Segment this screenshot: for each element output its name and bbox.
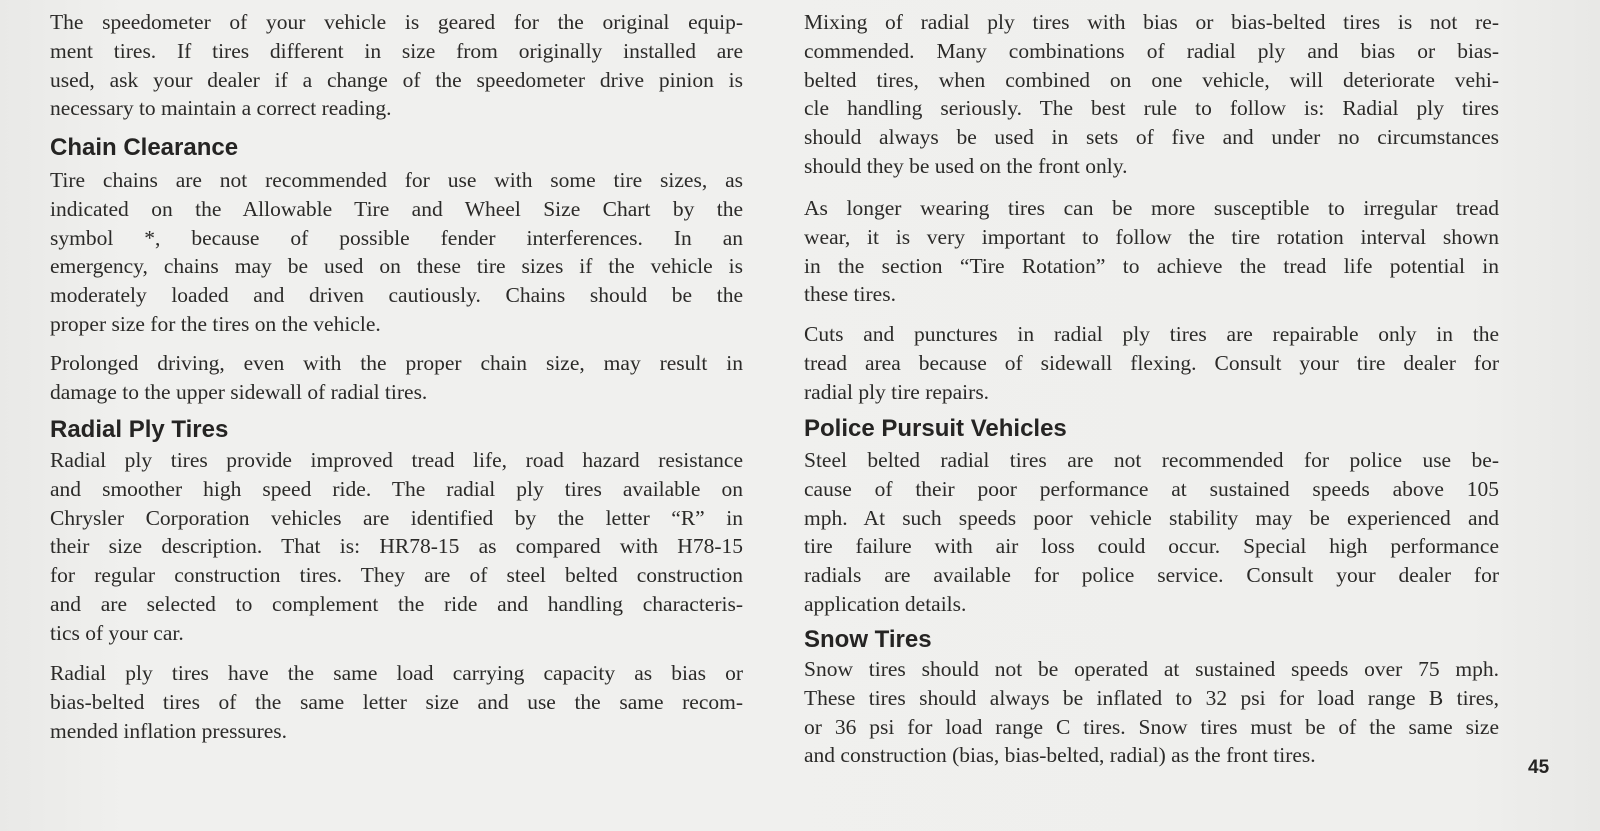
text-line: belted tires, when combined on one vehicle, will deteriorate vehi- <box>804 67 1499 92</box>
paragraph <box>50 8 743 123</box>
text-line: and smoother high speed ride. The radial ply tires available on <box>50 476 743 501</box>
text-line: bias-belted tires of the same letter size and use the same recom- <box>50 689 743 714</box>
text-line: wear, it is very important to follow the tire rotation interval shown <box>804 224 1499 249</box>
section-heading: Radial Ply Tires <box>50 416 229 443</box>
text-line: tire failure with air loss could occur. Special high performance <box>804 534 1499 559</box>
text-line: radials are available for police service. Consult your dealer for <box>804 563 1499 588</box>
text-line: in the section “Tire Rotation” to achieve the tread life potential in <box>804 253 1499 278</box>
text-line: these tires. <box>804 282 896 307</box>
text-line: emergency, chains may be used on these tire sizes if the vehicle is <box>50 254 743 279</box>
paragraph <box>50 166 743 339</box>
text-line: Tire chains are not recommended for use with some tire sizes, as <box>50 168 743 192</box>
text-line: Radial ply tires provide improved tread life, road hazard resistance <box>50 448 743 472</box>
text-line: and are selected to complement the ride and handling characteris- <box>50 591 743 616</box>
text-line: commended. Many combinations of radial ply and bias or bias- <box>804 38 1499 63</box>
text-line: tread area because of sidewall flexing. Consult your tire dealer for <box>804 350 1499 375</box>
text-line: radial ply tire repairs. <box>804 379 990 404</box>
text-line: should they be used on the front only. <box>804 153 1128 178</box>
text-line: mended inflation pressures. <box>50 718 288 743</box>
text-line: These tires should always be inflated to 32 psi for load range B tires, <box>804 685 1499 710</box>
paragraph <box>50 349 743 407</box>
section-heading: Chain Clearance <box>50 134 239 161</box>
text-line: cause of their poor performance at sustained speeds above 105 <box>804 476 1499 501</box>
text-line: necessary to maintain a correct reading. <box>50 96 392 121</box>
paragraph <box>50 446 743 648</box>
paragraph <box>804 655 1499 770</box>
text-line: ment tires. If tires different in size from originally installed are <box>50 38 743 63</box>
text-line: Prolonged driving, even with the proper chain size, may result in <box>50 351 743 375</box>
paragraph <box>50 659 743 745</box>
paragraph <box>804 320 1499 406</box>
text-line: Steel belted radial tires are not recommended for police use be- <box>804 448 1499 472</box>
text-line: used, ask your dealer if a change of the speedometer drive pinion is <box>50 67 743 92</box>
text-line: symbol *, because of possible fender interferences. In an <box>50 225 743 250</box>
text-line: damage to the upper sidewall of radial tires. <box>50 379 428 404</box>
text-line: for regular construction tires. They are of steel belted construction <box>50 563 743 588</box>
section-heading: Police Pursuit Vehicles <box>804 415 1067 442</box>
text-line: and construction (bias, bias-belted, radial) as the front tires. <box>804 743 1316 768</box>
text-line: Cuts and punctures in radial ply tires are repairable only in the <box>804 322 1499 346</box>
text-line: proper size for the tires on the vehicle. <box>50 311 381 336</box>
text-line: their size description. That is: HR78-15 as compared with H78-15 <box>50 534 743 559</box>
text-line: As longer wearing tires can be more susceptible to irregular tread <box>804 196 1499 220</box>
text-line: Mixing of radial ply tires with bias or bias-belted tires is not re- <box>804 10 1499 34</box>
text-line: Radial ply tires have the same load carrying capacity as bias or <box>50 661 743 685</box>
section-heading: Snow Tires <box>804 626 932 653</box>
text-line: mph. At such speeds poor vehicle stability may be experienced and <box>804 505 1499 530</box>
text-line: cle handling seriously. The best rule to follow is: Radial ply tires <box>804 96 1499 121</box>
paragraph <box>804 446 1499 619</box>
text-line: or 36 psi for load range C tires. Snow tires must be of the same size <box>804 714 1499 739</box>
text-line: application details. <box>804 591 967 616</box>
text-line: moderately loaded and driven cautiously. Chains should be the <box>50 283 743 308</box>
paragraph <box>804 194 1499 309</box>
text-line: Chrysler Corporation vehicles are identified by the letter “R” in <box>50 505 743 530</box>
text-line: The speedometer of your vehicle is geared for the original equip- <box>50 10 743 34</box>
page-number: 45 <box>1528 757 1550 778</box>
text-line: tics of your car. <box>50 620 184 645</box>
paragraph <box>804 8 1499 181</box>
text-line: indicated on the Allowable Tire and Wheel Size Chart by the <box>50 196 743 221</box>
text-line: should always be used in sets of five and under no circumstances <box>804 125 1499 150</box>
text-line: Snow tires should not be operated at sustained speeds over 75 mph. <box>804 657 1499 681</box>
